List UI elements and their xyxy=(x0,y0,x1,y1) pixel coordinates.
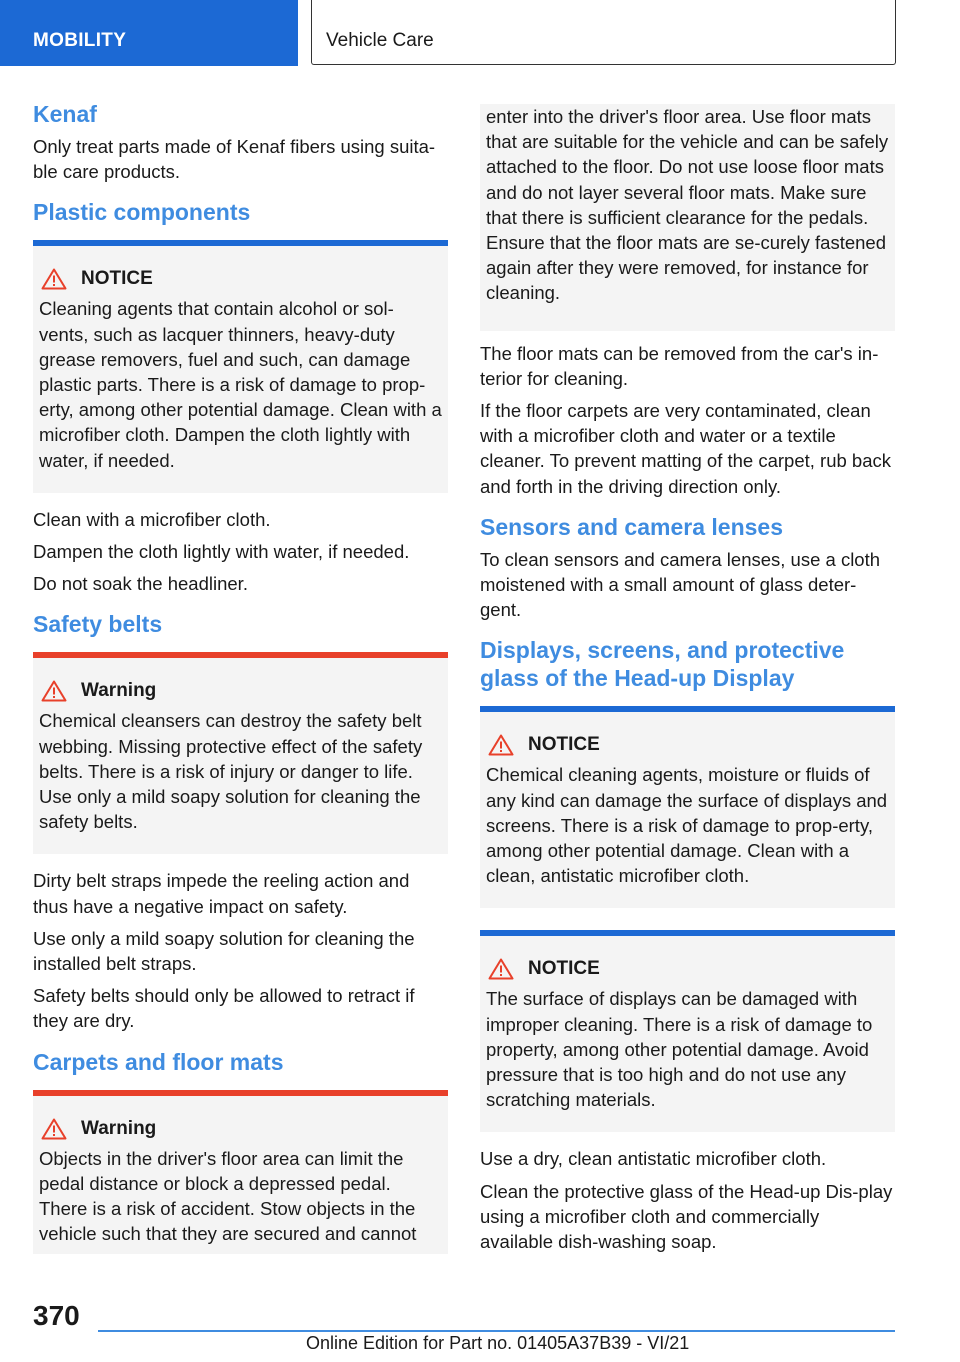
sensors-heading: Sensors and camera lenses xyxy=(480,513,783,540)
carpets-paragraph: If the floor carpets are very contaminated, clean with a microfiber cloth and water or a textile cleaner. To prevent matting of the carpet, rub back and forth in the driving direction only. xyxy=(480,400,892,497)
page-number: 370 xyxy=(33,1300,80,1331)
notice-title: NOTICE xyxy=(81,268,153,290)
belts-paragraph: Safety belts should only be allowed to retract if they are dry. xyxy=(33,985,415,1032)
edition-text: Online Edition for Part no. 01405A37B39 - VI/21 xyxy=(306,1333,690,1353)
plastic-paragraph: Clean with a microfiber cloth. xyxy=(33,508,271,530)
carpets-warning-continued xyxy=(480,104,895,331)
left-column xyxy=(33,100,448,1254)
kenaf-heading: Kenaf xyxy=(33,101,97,127)
carpets-paragraph: The floor mats can be removed from the car's in-terior for cleaning. xyxy=(480,342,879,389)
belts-paragraph: Use only a mild soapy solution for cleaning the installed belt straps. xyxy=(33,927,415,975)
plastic-notice-box xyxy=(33,240,448,492)
section-tab[interactable] xyxy=(0,0,298,66)
warning-triangle-icon xyxy=(41,1118,67,1140)
warning-text-continued: enter into the driver's floor area. Use floor mats that are suitable for the vehicle and can be safely attached to the floor. Do not use loose floor mats and do not layer several floor mats. Make sure that there is sufficient clearance for the pedals. Ensure that the floor mats are se-curely fastened again after they were removed, for instance for cleaning. xyxy=(486,106,889,304)
warning-text: Chemical cleansers can destroy the safety belt webbing. Missing protective effect of the safety belts. There is a risk of injury or danger to life. Use only a mild soapy solution for cleaning the safety belts. xyxy=(39,710,423,833)
footer-divider xyxy=(98,1330,895,1332)
carpets-heading: Carpets and floor mats xyxy=(33,1048,284,1075)
warning-text: Objects in the driver's floor area can limit the pedal distance or block a depressed pedal. There is a risk of accident. Stow objects in the vehicle such that they are secured and cannot xyxy=(39,1147,417,1245)
warning-title: Warning xyxy=(81,1117,157,1139)
chapter-label: Vehicle Care xyxy=(326,30,434,51)
warning-triangle-icon xyxy=(488,958,514,980)
chapter-box xyxy=(311,0,896,65)
warning-triangle-icon xyxy=(41,268,67,290)
displays-notice-box xyxy=(480,706,895,908)
notice-text: The surface of displays can be damaged with improper cleaning. There is a risk of damage to property, among other potential damage. Avoid pressure that is too high and do not use any scratching materials. xyxy=(486,988,873,1111)
page-header xyxy=(0,0,960,66)
plastic-heading: Plastic components xyxy=(33,199,251,226)
plastic-paragraph: Dampen the cloth lightly with water, if needed. xyxy=(33,541,410,563)
sensors-text: To clean sensors and camera lenses, use a cloth moistened with a small amount of glass deter-gent. xyxy=(480,548,881,621)
belts-warning-box xyxy=(33,652,448,854)
warning-title: Warning xyxy=(81,680,157,702)
section-label: MOBILITY xyxy=(33,30,127,51)
carpets-warning-box xyxy=(33,1090,448,1255)
belts-heading: Safety belts xyxy=(33,611,163,638)
kenaf-text: Only treat parts made of Kenaf fibers using suita-ble care products. xyxy=(33,136,436,183)
plastic-paragraph: Do not soak the headliner. xyxy=(33,573,248,595)
notice-title: NOTICE xyxy=(528,958,600,980)
displays-heading: Displays, screens, and protective glass of the Head-up Display xyxy=(480,637,845,692)
warning-triangle-icon xyxy=(488,734,514,756)
displays-paragraph: Clean the protective glass of the Head-up Dis-play using a microfiber cloth and commercially available dish-washing soap. xyxy=(480,1180,893,1253)
notice-text: Cleaning agents that contain alcohol or sol-vents, such as lacquer thinners, heavy-duty grease removers, fuel and such, can damage plastic parts. There is a risk of damage to prop-erty, among other potential damage. Clean with a microfiber cloth. Dampen the cloth lightly with water, if needed. xyxy=(39,298,442,471)
displays-paragraph: Use a dry, clean antistatic microfiber cloth. xyxy=(480,1148,827,1170)
right-column xyxy=(480,104,895,1261)
warning-triangle-icon xyxy=(41,680,67,702)
notice-title: NOTICE xyxy=(528,734,600,756)
belts-paragraph: Dirty belt straps impede the reeling action and thus have a negative impact on safety. xyxy=(33,870,410,917)
displays-notice-box xyxy=(480,930,895,1132)
notice-text: Chemical cleaning agents, moisture or fluids of any kind can damage the surface of displays and screens. There is a risk of damage to prop-erty, among other potential damage. Clean with a clean, antistatic microfiber cloth. xyxy=(486,764,888,887)
